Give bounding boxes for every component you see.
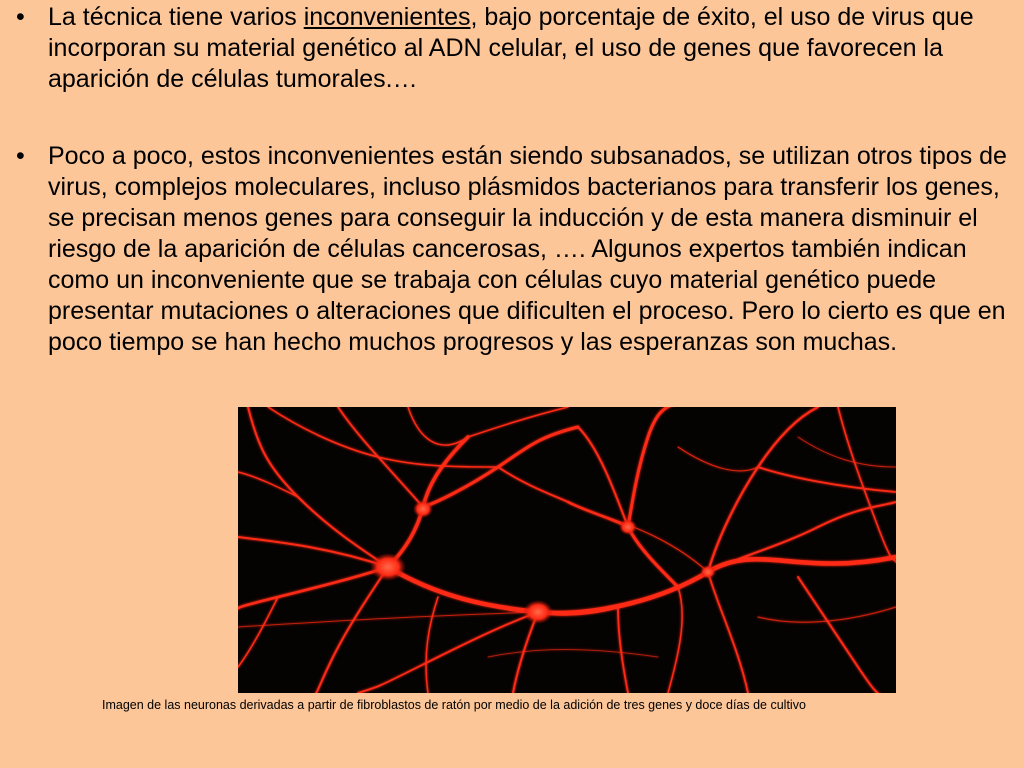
neuron-illustration [238,407,896,693]
bullet-dot: • [16,3,25,31]
neuron-micrograph-image [238,407,896,693]
bullet-text-lead: La técnica tiene varios [48,3,304,31]
bullet-text: Poco a poco, estos inconvenientes están siendo subsanados, se utilizan otros tipos de virus, complejos moleculares, incluso plásmidos bacterianos para transferir los genes, se precisan menos genes para conseguir la inducción y de esta manera disminuir el riesgo de la aparición de células cancerosas, …. Algunos expertos también indican como un inconveniente que se trabaja con células cuyo material genético puede presentar mutaciones o alteraciones que dificulten el proceso. Pero lo cierto es que en poco tiempo se han hecho muchos progresos y las esperanzas son muchas. [48,142,1007,356]
bullet-text-rest: , bajo porcentaje de éxito, el uso de virus que incorporan su material genético al ADN celular, el uso de genes que favorecen la aparición de células tumorales.… [48,3,974,93]
neuron-soma-group [370,500,716,624]
bullet-text [48,2,1008,95]
bullet-dot: • [16,142,25,170]
underlined-term: inconvenientes [303,3,471,31]
image-caption: Imagen de las neuronas derivadas a partir de fibroblastos de ratón por medio de la adición de tres genes y doce días de cultivo [102,698,806,712]
